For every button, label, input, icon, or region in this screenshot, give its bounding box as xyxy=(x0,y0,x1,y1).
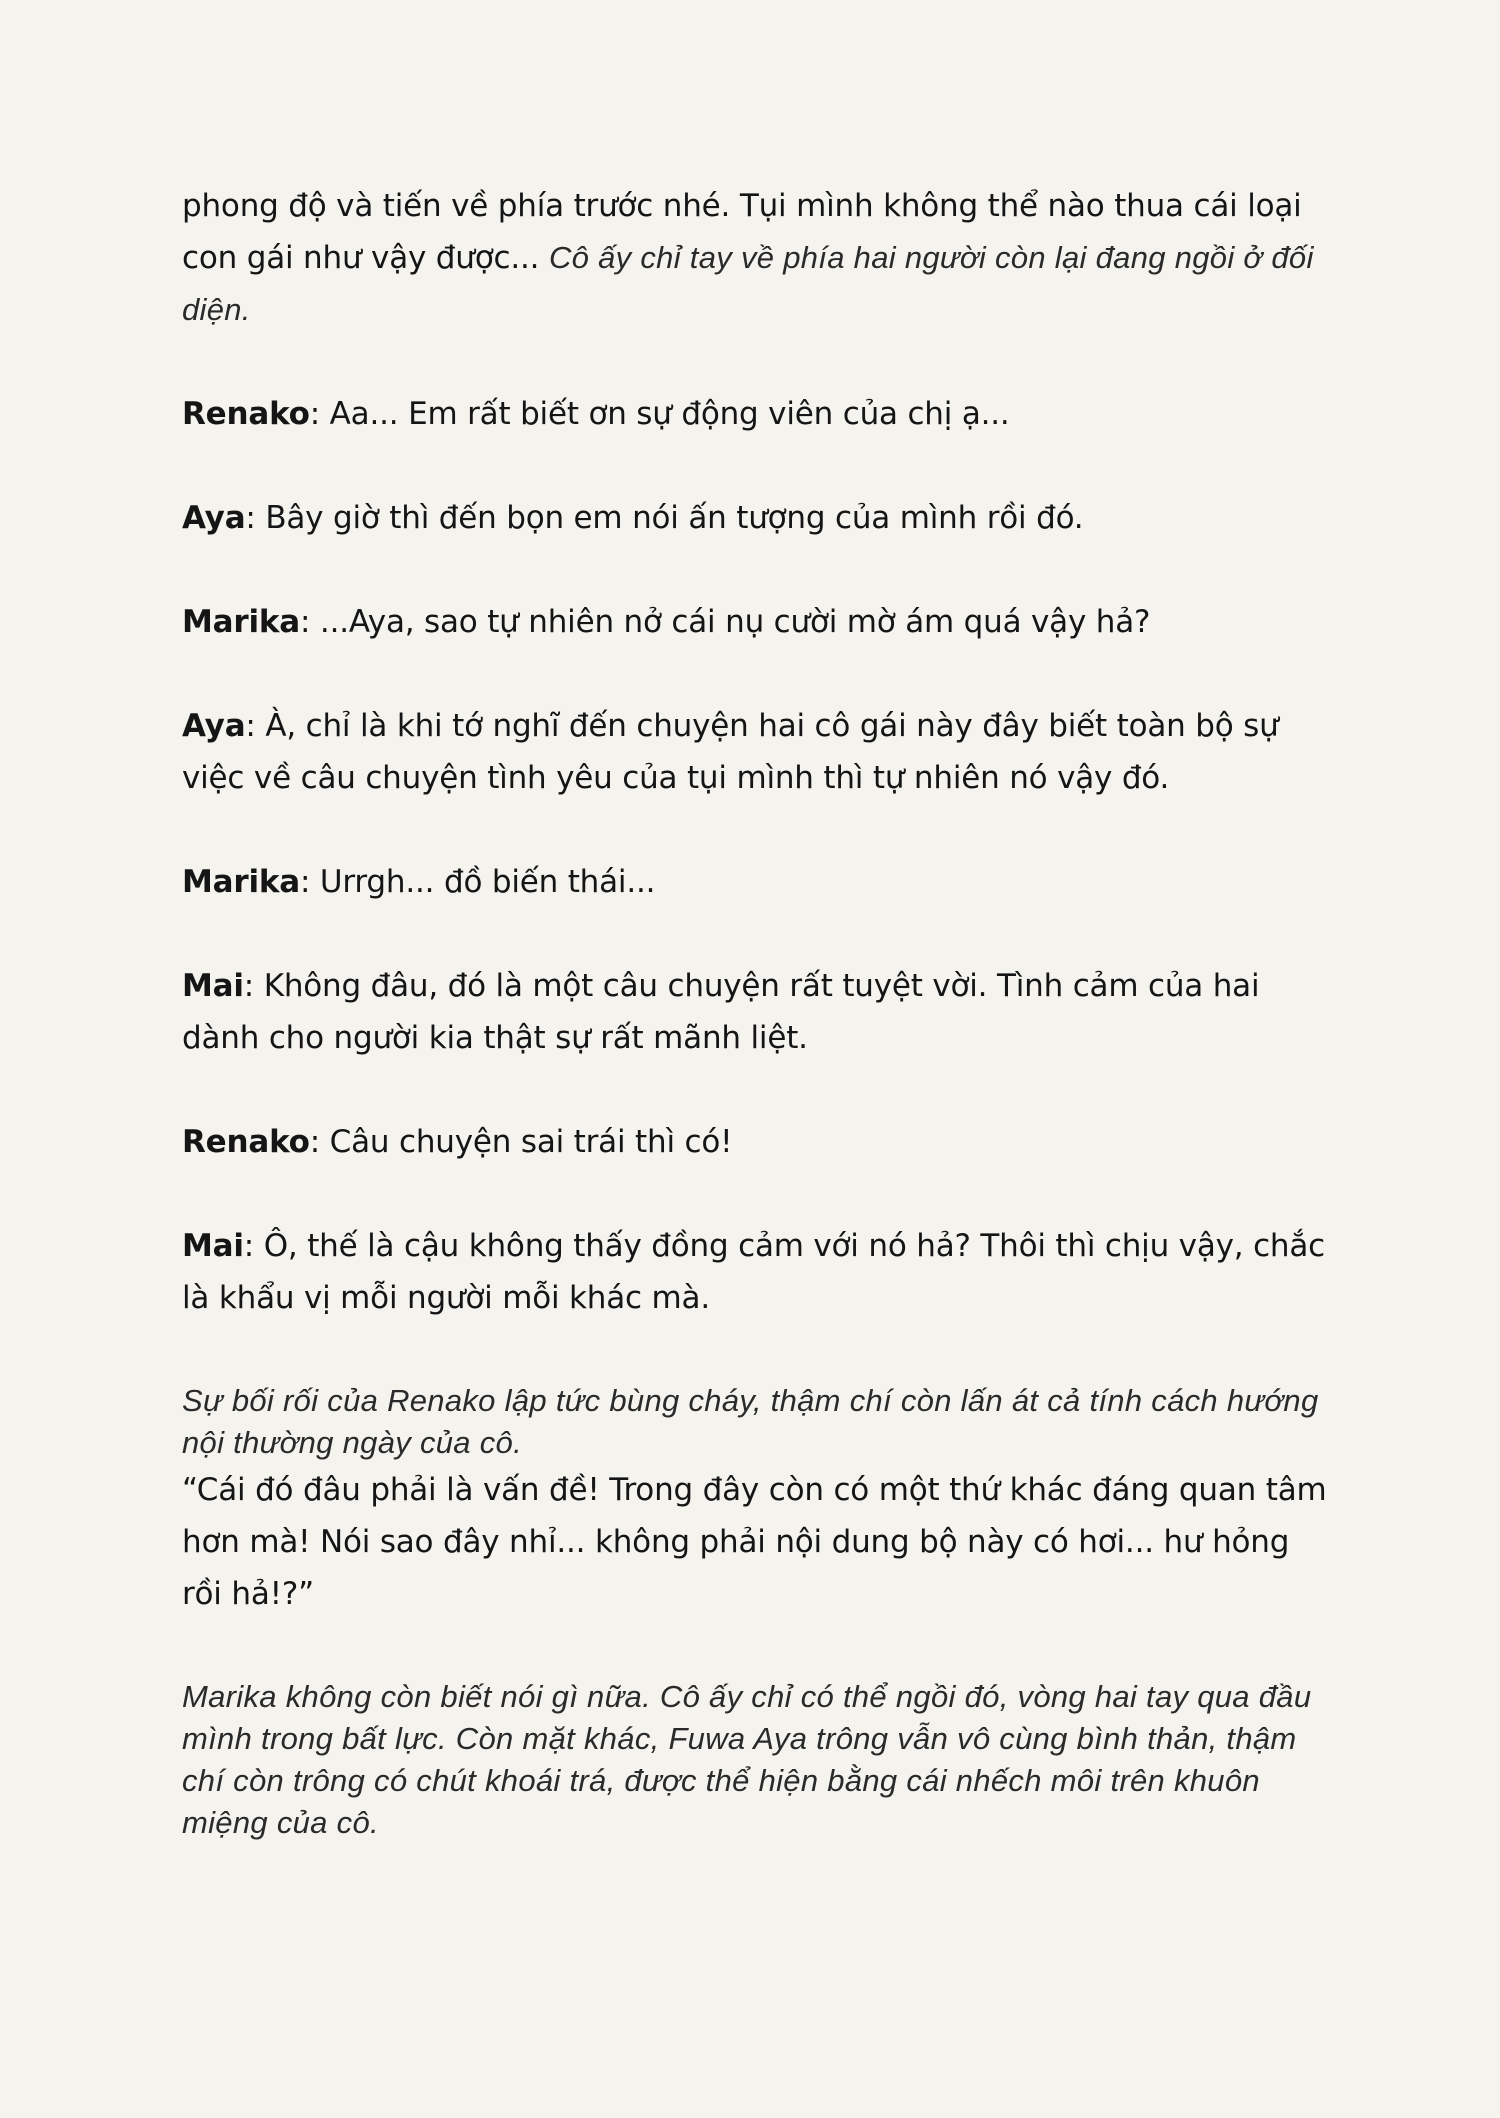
dialogue-line xyxy=(182,700,1332,804)
speaker-name: Mai xyxy=(182,968,244,1004)
dialogue-line xyxy=(182,388,1332,440)
dialogue-text: : Không đâu, đó là một câu chuyện rất tuyệt vời. Tình cảm của hai dành cho người kia thật sự rất mãnh liệt. xyxy=(182,968,1260,1056)
speaker-name: Renako xyxy=(182,1124,310,1160)
dialogue-text: : Ô, thế là cậu không thấy đồng cảm với nó hả? Thôi thì chịu vậy, chắc là khẩu vị mỗi người mỗi khác mà. xyxy=(182,1228,1326,1316)
dialogue-line xyxy=(182,856,1332,908)
dialogue-text: : Câu chuyện sai trái thì có! xyxy=(309,1124,733,1160)
narration: Marika không còn biết nói gì nữa. Cô ấy chỉ có thể ngồi đó, vòng hai tay qua đầu mình trong bất lực. Còn mặt khác, Fuwa Aya trông vẫn vô cùng bình thản, thậm chí còn trông có chút khoái trá, được thể hiện bằng cái nhếch môi trên khuôn miệng của cô. xyxy=(182,1679,1312,1840)
speaker-name: Aya xyxy=(182,500,246,536)
dialogue-line xyxy=(182,1116,1332,1168)
dialogue-text: : ...Aya, sao tự nhiên nở cái nụ cười mờ ám quá vậy hả? xyxy=(300,604,1151,640)
speaker-name: Mai xyxy=(182,1228,244,1264)
speaker-name: Aya xyxy=(182,708,246,744)
paragraph-continuation xyxy=(182,180,1332,336)
quoted-speech: “Cái đó đâu phải là vấn đề! Trong đây còn có một thứ khác đáng quan tâm hơn mà! Nói sao đây nhỉ... không phải nội dung bộ này có hơi... hư hỏng rồi hả!?” xyxy=(182,1472,1327,1612)
dialogue-line xyxy=(182,960,1332,1064)
dialogue-text: : Bây giờ thì đến bọn em nói ấn tượng của mình rồi đó. xyxy=(245,500,1084,536)
document-page xyxy=(182,180,1332,1844)
dialogue-text: : Urrgh... đồ biến thái... xyxy=(300,864,656,900)
stage-direction: Cô ấy chỉ tay về phía hai người còn lại đang ngồi ở đối diện. xyxy=(182,240,1314,327)
paragraph-text: phong độ và tiến về phía trước nhé. Tụi mình không thể nào thua cái loại con gái như vậy được... xyxy=(182,188,1302,276)
speaker-name: Renako xyxy=(182,396,310,432)
dialogue-line xyxy=(182,492,1332,544)
dialogue-text: : À, chỉ là khi tớ nghĩ đến chuyện hai cô gái này đây biết toàn bộ sự việc về câu chuyện tình yêu của tụi mình thì tự nhiên nó vậy đó. xyxy=(182,708,1279,796)
narration: Sự bối rối của Renako lập tức bùng cháy, thậm chí còn lấn át cả tính cách hướng nội thường ngày của cô. xyxy=(182,1383,1319,1460)
speaker-name: Marika xyxy=(182,864,301,900)
speaker-name: Marika xyxy=(182,604,301,640)
dialogue-line xyxy=(182,1220,1332,1324)
dialogue-text: : Aa... Em rất biết ơn sự động viên của chị ạ... xyxy=(309,396,1010,432)
dialogue-line xyxy=(182,596,1332,648)
